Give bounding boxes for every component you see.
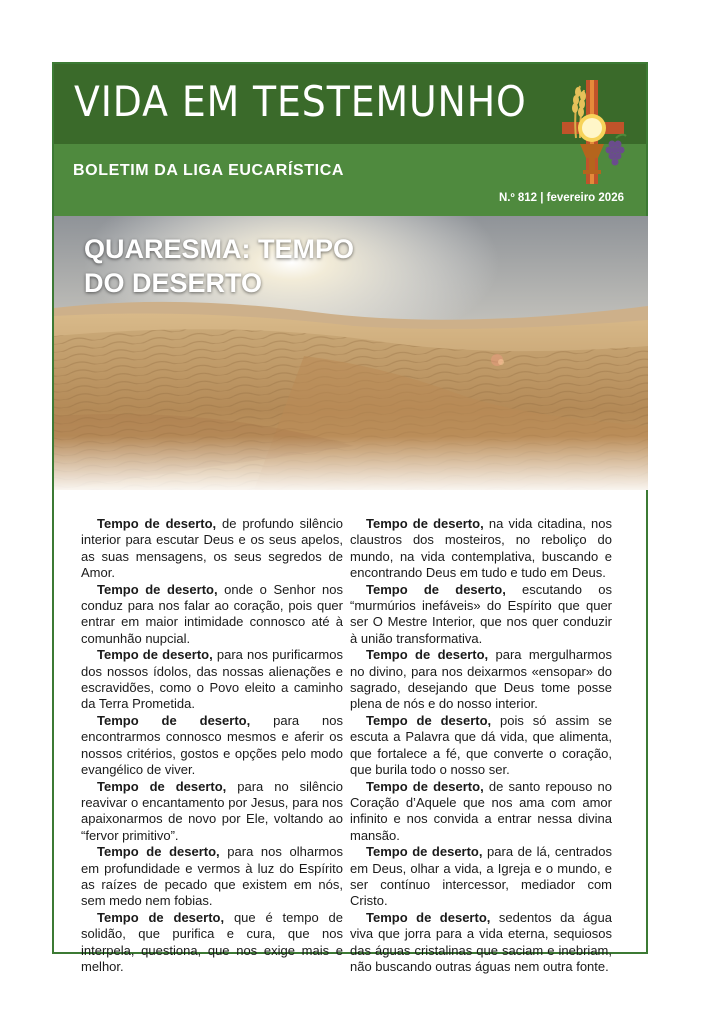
paragraph-lead: Tempo de deserto, xyxy=(366,712,492,728)
paragraph-text: pois só assim se escuta a Palavra que dá vida, que alimenta, que fortalece a fé, que converte o coração, que burila todo o nosso ser. xyxy=(350,712,612,778)
paragraph xyxy=(350,516,612,582)
paragraph-text: sedentos da água viva que jorra para a vida eterna, sequiosos das águas cristalinas que saciam e inebriam, não buscando outras águas nem outra fonte. xyxy=(350,909,612,974)
paragraph-text: para mergulharmos no divino, para nos deixarmos «ensopar» do sagrado, desejando que Deus tome posse plena de nós e do nosso interior. xyxy=(350,647,612,712)
paragraph xyxy=(350,647,612,713)
paragraph xyxy=(350,844,612,910)
right-column xyxy=(350,516,612,975)
paragraph-lead: Tempo de deserto, xyxy=(366,581,506,597)
paragraph-text: que é tempo de solidão, que purifica e cura, que nos interpela, questiona, que nos exige mais e melhor. xyxy=(81,909,343,974)
bulletin-subtitle: BOLETIM DA LIGA EUCARÍSTICA xyxy=(73,162,345,179)
paragraph-lead: Tempo de deserto, xyxy=(366,844,483,860)
paragraph-text: para no silêncio reavivar o encantamento por Jesus, para nos apaixonarmos de novo por Ele, voltando ao “fervor primitivo”. xyxy=(81,778,343,843)
headline-line-2: DO DESERTO xyxy=(84,268,263,298)
issue-number-date: N.º 812 | fevereiro 2026 xyxy=(498,192,624,204)
article-body xyxy=(54,490,646,974)
paragraph-text: para nos encontrarmos connosco mesmos e aferir os nossos critérios, gostos e opções pelo modo evangélico de viver. xyxy=(81,712,343,778)
paragraph xyxy=(81,647,343,713)
paragraph-lead: Tempo de deserto, xyxy=(366,778,484,794)
paragraph xyxy=(81,582,343,648)
paragraph xyxy=(350,910,612,976)
paragraph xyxy=(350,582,612,648)
bulletin-title: VIDA EM TESTEMUNHO xyxy=(74,77,527,126)
paragraph-lead: Tempo de deserto, xyxy=(366,909,491,925)
paragraph-text: na vida citadina, nos claustros dos mosteiros, no reboliço do mundo, na vida contemplativa, buscando e encontrando Deus em tudo e tudo em Deus. xyxy=(350,516,612,581)
paragraph-lead: Tempo de deserto, xyxy=(97,516,217,531)
paragraph xyxy=(350,713,612,779)
paragraph-text: onde o Senhor nos conduz para nos falar ao coração, pois quer entrar em maior intimidade connosco até à comunhão nupcial. xyxy=(81,581,343,646)
paragraph-text: para nos purificarmos dos nossos ídolos, das nossas alienações e escravidões, como o Povo eleito a caminho da Terra Prometida. xyxy=(81,647,343,712)
article-headline xyxy=(84,232,444,300)
paragraph-lead: Tempo de deserto, xyxy=(97,647,213,663)
paragraph-text: de profundo silêncio interior para escutar Deus e os seus apelos, as suas mensagens, os seus segredos de Amor. xyxy=(81,516,343,581)
paragraph-lead: Tempo de deserto, xyxy=(97,778,227,794)
paragraph xyxy=(81,516,343,582)
paragraph-text: de santo repouso no Coração d’Aquele que nos ama com amor infinito e nos convida a entrar nessa divina mansão. xyxy=(350,778,612,843)
paragraph-text: para de lá, centrados em Deus, olhar a vida, a Igreja e o mundo, e ser contínuo intercessor, mediador com Cristo. xyxy=(350,844,612,909)
paragraph-lead: Tempo de deserto, xyxy=(97,581,218,597)
paragraph-lead: Tempo de deserto, xyxy=(97,844,220,860)
bulletin-page xyxy=(52,62,648,974)
paragraph-lead: Tempo de deserto, xyxy=(366,516,484,531)
paragraph-lead: Tempo de deserto, xyxy=(366,647,489,663)
paragraph-lead: Tempo de deserto, xyxy=(97,712,251,728)
paragraph-lead: Tempo de deserto, xyxy=(97,909,225,925)
eucharistic-cross-logo xyxy=(554,78,632,188)
paragraph xyxy=(81,713,343,779)
paragraph-text: escutando os “murmúrios inefáveis» do Espírito que quer ser O Mestre Interior, que nos quer conduzir à união transformativa. xyxy=(350,581,612,646)
paragraph xyxy=(81,910,343,976)
left-column xyxy=(81,516,343,975)
paragraph xyxy=(81,844,343,910)
paragraph-text: para nos olharmos em profundidade e vermos à luz do Espírito as raízes de pecado que existem em nós, sem medo nem fobias. xyxy=(81,844,343,909)
headline-line-1: QUARESMA: TEMPO xyxy=(84,234,354,264)
paragraph xyxy=(81,779,343,845)
paragraph xyxy=(350,779,612,845)
